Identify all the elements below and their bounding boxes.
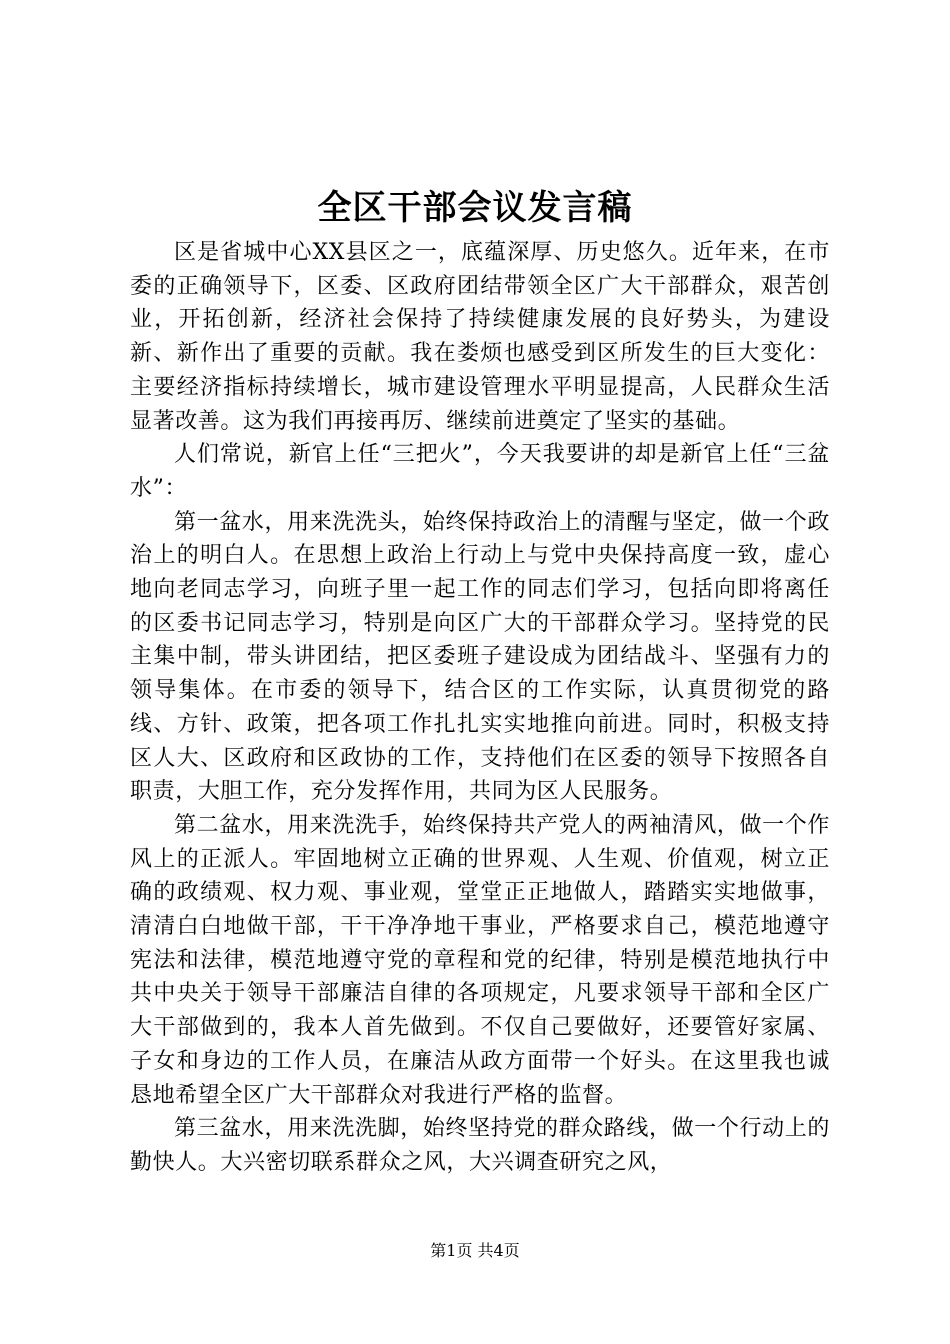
document-body <box>130 236 830 1180</box>
page-title: 全区干部会议发言稿 <box>317 188 633 228</box>
paragraph-intro: 区是省城中心XX县区之一，底蕴深厚、历史悠久。近年来，在市委的正确领导下，区委、区政府团结带领全区广大干部群众，艰苦创业，开拓创新，经济社会保持了持续健康发展的良好势头，为建设新、新作出了重要的贡献。我在娄烦也感受到区所发生的巨大变化：主要经济指标持续增长，城市建设管理水平明显提高，人民群众生活显著改善。这为我们再接再厉、继续前进奠定了坚实的基础。 <box>130 240 830 434</box>
paragraph-third-basin: 第三盆水，用来洗洗脚，始终坚持党的群众路线，做一个行动上的勤快人。大兴密切联系群众之风，大兴调查研究之风， <box>130 1116 830 1175</box>
paragraph-second-basin: 第二盆水，用来洗洗手，始终保持共产党人的两袖清风，做一个作风上的正派人。牢固地树立正确的世界观、人生观、价值观，树立正确的政绩观、权力观、事业观，堂堂正正地做人，踏踏实实地做事，清清白白地做干部，干干净净地干事业，严格要求自己，模范地遵守宪法和法律，模范地遵守党的章程和党的纪律，特别是模范地执行中共中央关于领导干部廉洁自律的各项规定，凡要求领导干部和全区广大干部做到的，我本人首先做到。不仅自己要做好，还要管好家属、子女和身边的工作人员，在廉洁从政方面带一个好头。在这里我也诚恳地希望全区广大干部群众对我进行严格的监督。 <box>130 812 830 1108</box>
paragraph-three-basins-intro: 人们常说，新官上任“三把火”，今天我要讲的却是新官上任“三盆水”： <box>130 442 830 501</box>
page-footer-indicator: 第1页 共4页 <box>430 1241 520 1260</box>
paragraph-first-basin: 第一盆水，用来洗洗头，始终保持政治上的清醒与坚定，做一个政治上的明白人。在思想上政治上行动上与党中央保持高度一致，虚心地向老同志学习，向班子里一起工作的同志们学习，包括向即将离任的区委书记同志学习，特别是向区广大的干部群众学习。坚持党的民主集中制，带头讲团结，把区委班子建设成为团结战斗、坚强有力的领导集体。在市委的领导下，结合区的工作实际，认真贯彻党的路线、方针、政策，把各项工作扎扎实实地推向前进。同时，积极支持区人大、区政府和区政协的工作，支持他们在区委的领导下按照各自职责，大胆工作，充分发挥作用，共同为区人民服务。 <box>130 509 830 805</box>
